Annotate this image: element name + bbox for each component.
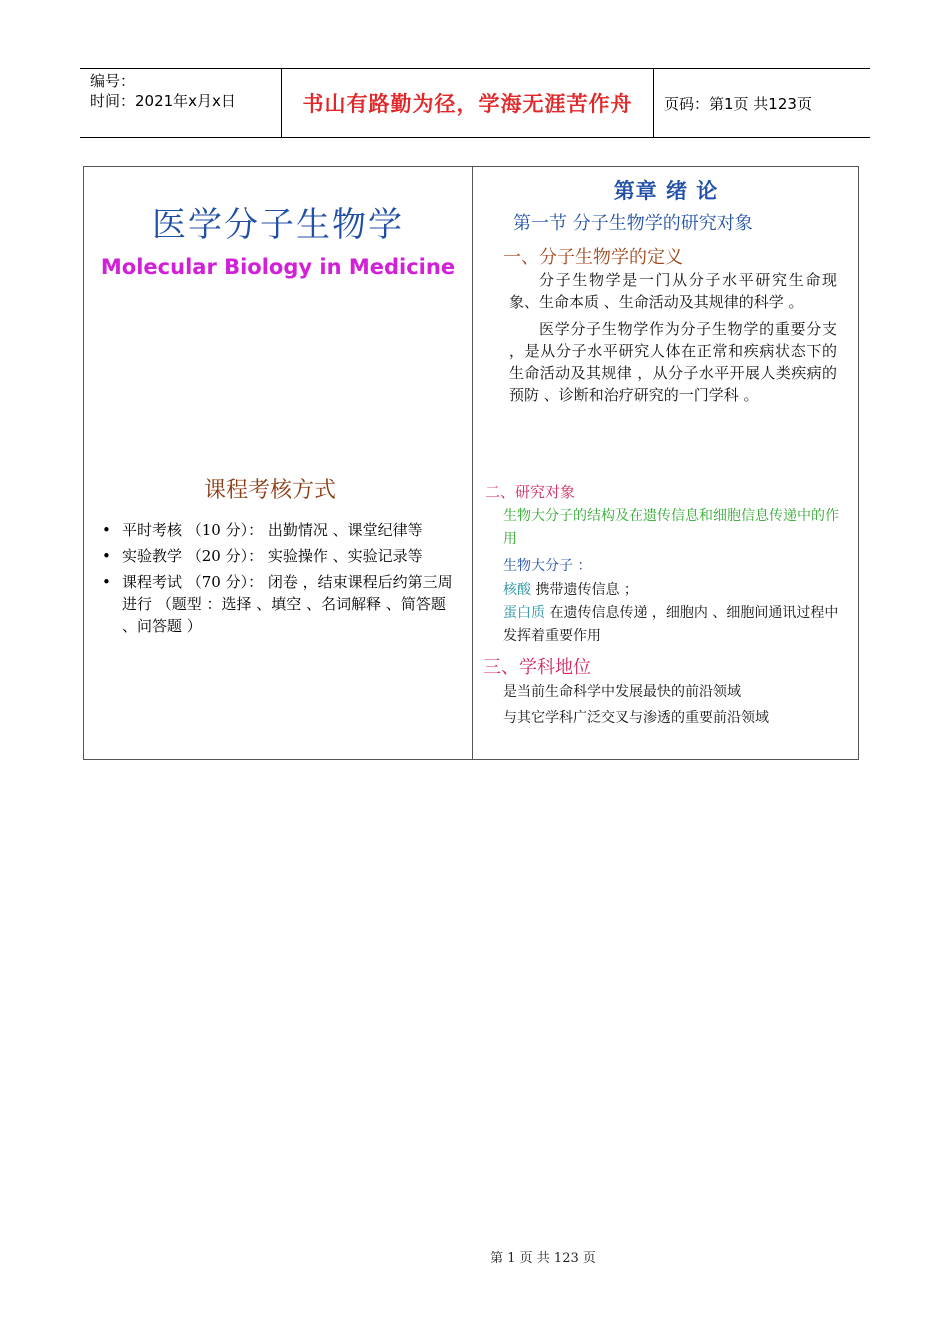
definition-paragraph-1: 分子生物学是一门从分子水平研究生命现象、生命本质 、生命活动及其规律的科学 。 <box>509 271 837 311</box>
time-label: 时间：2021年x月x日 <box>90 92 236 110</box>
header-meta <box>80 69 282 137</box>
nucleic-acid-row <box>503 579 638 599</box>
subheading-definition: 一、分子生物学的定义 <box>503 247 683 268</box>
slide-left <box>84 167 473 759</box>
status-line-1: 是当前生命科学中发展最快的前沿领域 <box>503 684 741 700</box>
section-title: 第一节 分子生物学的研究对象 <box>513 213 753 234</box>
assessment-item: • 平时考核 （10 分）： 出勤情况 、课堂纪律等 <box>102 519 454 541</box>
assessment-item: • 课程考试 （70 分）： 闭卷 ，结束课程后约第三周进行 （题型 ：选择 、填空 、名词解释 、简答题 、问答题 ） <box>102 571 454 637</box>
assessment-item: • 实验教学 （20 分）： 实验操作 、实验记录等 <box>102 545 454 567</box>
macromolecule-label: 生物大分子 ： <box>503 558 592 574</box>
page-footer: 第 1 页 共 123 页 <box>490 1251 596 1266</box>
header-page-code: 页码：第1页 共123页 <box>664 94 812 113</box>
chapter-title: 第章 绪 论 <box>613 178 719 203</box>
nucleic-acid-label: 核酸 <box>503 582 531 598</box>
assessment-list <box>102 519 454 641</box>
status-line-2: 与其它学科广泛交叉与渗透的重要前沿领域 <box>503 710 769 726</box>
assessment-title: 课程考核方式 <box>203 478 336 503</box>
research-object-text: 生物大分子的结构及在遗传信息和细胞信息传递中的作用 <box>503 508 839 547</box>
subheading-discipline-status: 三、学科地位 <box>483 657 591 678</box>
protein-text: 在遗传信息传递 ，细胞内 、细胞间通讯过程中发挥着重要作用 <box>503 605 839 644</box>
slide-pair <box>83 166 859 760</box>
protein-label: 蛋白质 <box>503 605 545 621</box>
page-header <box>80 68 870 138</box>
nucleic-acid-text: 携带遗传信息 ； <box>531 582 638 598</box>
serial-label: 编号： <box>90 72 136 90</box>
course-title-cn: 医学分子生物学 <box>152 205 404 245</box>
slide-right <box>473 167 858 759</box>
header-motto: 书山有路勤为径，学海无涯苦作舟 <box>282 69 654 137</box>
protein-row <box>503 602 839 648</box>
definition-paragraph-2: 医学分子生物学作为分子生物学的重要分支 ，是从分子水平研究人体在正常和疾病状态下的生命活动及其规律 ，从分子水平开展人类疾病的预防 、诊断和治疗研究的一门学科 。 <box>509 320 837 404</box>
subheading-research-object: 二、研究对象 <box>485 483 576 501</box>
course-title-en: Molecular Biology in Medicine <box>100 255 456 279</box>
